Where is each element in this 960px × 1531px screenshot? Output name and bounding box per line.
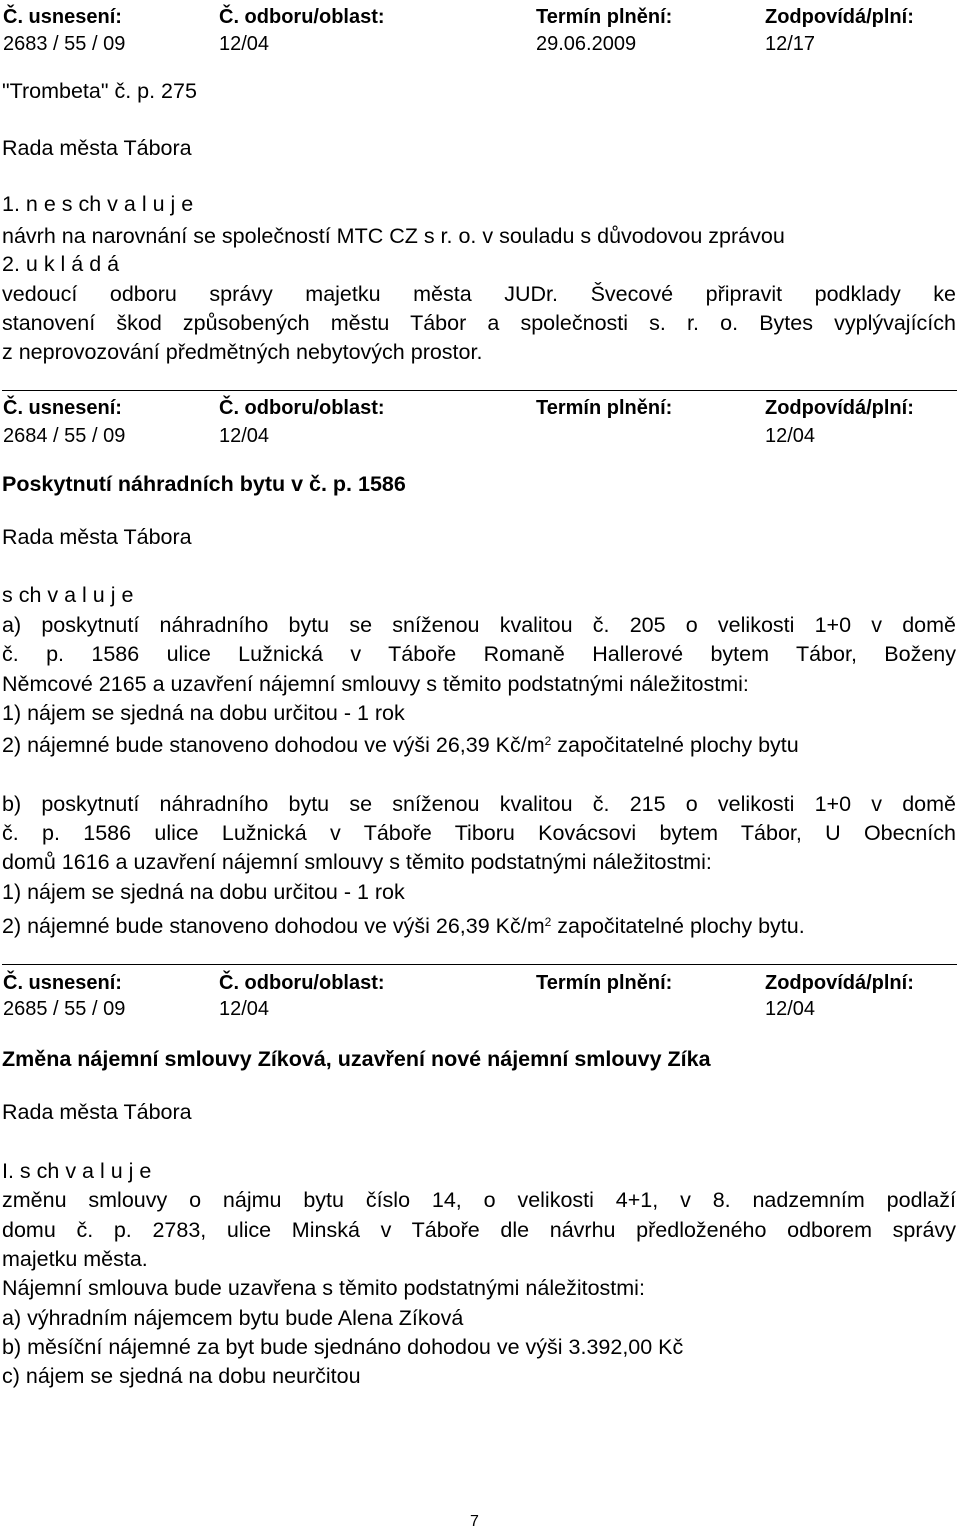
- resolution-header-3: [0, 972, 960, 994]
- header-label-zodpovida: Zodpovídá/plní:: [765, 397, 914, 419]
- responsible-code: 12/04: [765, 998, 816, 1020]
- body-line: 2. u k l á d á: [2, 252, 120, 276]
- body-line: č. p. 1586 ulice Lužnická v Táboře Tiboru Kovácsovi bytem Tábor, U Obecních: [2, 821, 956, 845]
- page-number: 7: [470, 1513, 479, 1530]
- body-line: b) měsíční nájemné za byt bude sjednáno dohodou ve výši 3.392,00 Kč: [2, 1335, 684, 1359]
- superscript-2: 2: [544, 734, 552, 748]
- resolution-number: 2685 / 55 / 09: [3, 998, 126, 1020]
- council-name-3: Rada města Tábora: [2, 1100, 192, 1124]
- resolution-header-1: [0, 6, 960, 28]
- body-line: návrh na narovnání se společností MTC CZ s r. o. v souladu s důvodovou zprávou: [2, 224, 785, 248]
- resolution-values-2: [0, 425, 960, 449]
- body-line: [2, 912, 956, 940]
- body-line: 1) nájem se sjedná na dobu určitou - 1 rok: [2, 701, 405, 725]
- council-name-2: Rada města Tábora: [2, 525, 192, 549]
- body-line: domu č. p. 2783, ulice Minská v Táboře dle návrhu předloženého odborem správy: [2, 1218, 956, 1242]
- header-label-zodpovida: Zodpovídá/plní:: [765, 6, 914, 28]
- body-line: majetku města.: [2, 1247, 148, 1271]
- header-label-termin: Termín plnění:: [536, 972, 673, 994]
- superscript-2: 2: [544, 915, 552, 929]
- body-line: domů 1616 a uzavření nájemní smlouvy s těmito podstatnými náležitostmi:: [2, 850, 712, 874]
- header-label-usneseni: Č. usnesení:: [3, 972, 122, 994]
- department-code: 12/04: [219, 33, 270, 55]
- header-label-usneseni: Č. usnesení:: [3, 6, 122, 28]
- council-name-1: Rada města Tábora: [2, 136, 192, 160]
- section-divider: [2, 964, 957, 965]
- header-label-termin: Termín plnění:: [536, 397, 673, 419]
- resolution-values-3: [0, 998, 960, 1022]
- header-label-odbor: Č. odboru/oblast:: [219, 6, 385, 28]
- header-label-odbor: Č. odboru/oblast:: [219, 397, 385, 419]
- rent-text: 2) nájemné bude stanoveno dohodou ve výši 26,39 Kč/m: [2, 733, 545, 757]
- section-title-1: "Trombeta" č. p. 275: [2, 79, 197, 103]
- resolution-values-1: [0, 33, 960, 57]
- resolution-number: 2683 / 55 / 09: [3, 33, 126, 55]
- body-line: vedoucí odboru správy majetku města JUDr. Švecové připravit podklady ke: [2, 282, 956, 306]
- rent-text: 2) nájemné bude stanoveno dohodou ve výši 26,39 Kč/m: [2, 914, 545, 938]
- header-label-termin: Termín plnění:: [536, 6, 673, 28]
- body-line: a) výhradním nájemcem bytu bude Alena Zíková: [2, 1306, 464, 1330]
- body-line: c) nájem se sjedná na dobu neurčitou: [2, 1364, 361, 1388]
- body-line: b) poskytnutí náhradního bytu se sníženou kvalitou č. 215 o velikosti 1+0 v domě: [2, 792, 956, 816]
- section-title-3: Změna nájemní smlouvy Zíková, uzavření nové nájemní smlouvy Zíka: [2, 1047, 711, 1071]
- body-line: stanovení škod způsobených městu Tábor a společnosti s. r. o. Bytes vyplývajících: [2, 311, 956, 335]
- header-label-usneseni: Č. usnesení:: [3, 397, 122, 419]
- body-line: 1. n e s ch v a l u j e: [2, 192, 194, 216]
- responsible-code: 12/04: [765, 425, 816, 447]
- section-divider: [2, 390, 957, 391]
- body-line: z neprovozování předmětných nebytových prostor.: [2, 340, 483, 364]
- header-label-zodpovida: Zodpovídá/plní:: [765, 972, 914, 994]
- resolution-number: 2684 / 55 / 09: [3, 425, 126, 447]
- resolution-header-2: [0, 397, 960, 419]
- body-line: 1) nájem se sjedná na dobu určitou - 1 rok: [2, 880, 405, 904]
- body-line: s ch v a l u j e: [2, 583, 134, 607]
- body-line: č. p. 1586 ulice Lužnická v Táboře Romaně Hallerové bytem Tábor, Boženy: [2, 642, 956, 666]
- body-line: a) poskytnutí náhradního bytu se sníženou kvalitou č. 205 o velikosti 1+0 v domě: [2, 613, 956, 637]
- deadline: 29.06.2009: [536, 33, 637, 55]
- body-line: změnu smlouvy o nájmu bytu číslo 14, o velikosti 4+1, v 8. nadzemním podlaží: [2, 1188, 956, 1212]
- rent-text-cont: započitatelné plochy bytu: [551, 733, 799, 757]
- body-line: [2, 731, 956, 759]
- responsible-code: 12/17: [765, 33, 816, 55]
- department-code: 12/04: [219, 998, 270, 1020]
- header-label-odbor: Č. odboru/oblast:: [219, 972, 385, 994]
- rent-text-cont: započitatelné plochy bytu.: [551, 914, 805, 938]
- department-code: 12/04: [219, 425, 270, 447]
- body-line: Nájemní smlouva bude uzavřena s těmito podstatnými náležitostmi:: [2, 1276, 645, 1300]
- body-line: Němcové 2165 a uzavření nájemní smlouvy s těmito podstatnými náležitostmi:: [2, 672, 749, 696]
- section-title-2: Poskytnutí náhradních bytu v č. p. 1586: [2, 472, 406, 496]
- body-line: I. s ch v a l u j e: [2, 1159, 152, 1183]
